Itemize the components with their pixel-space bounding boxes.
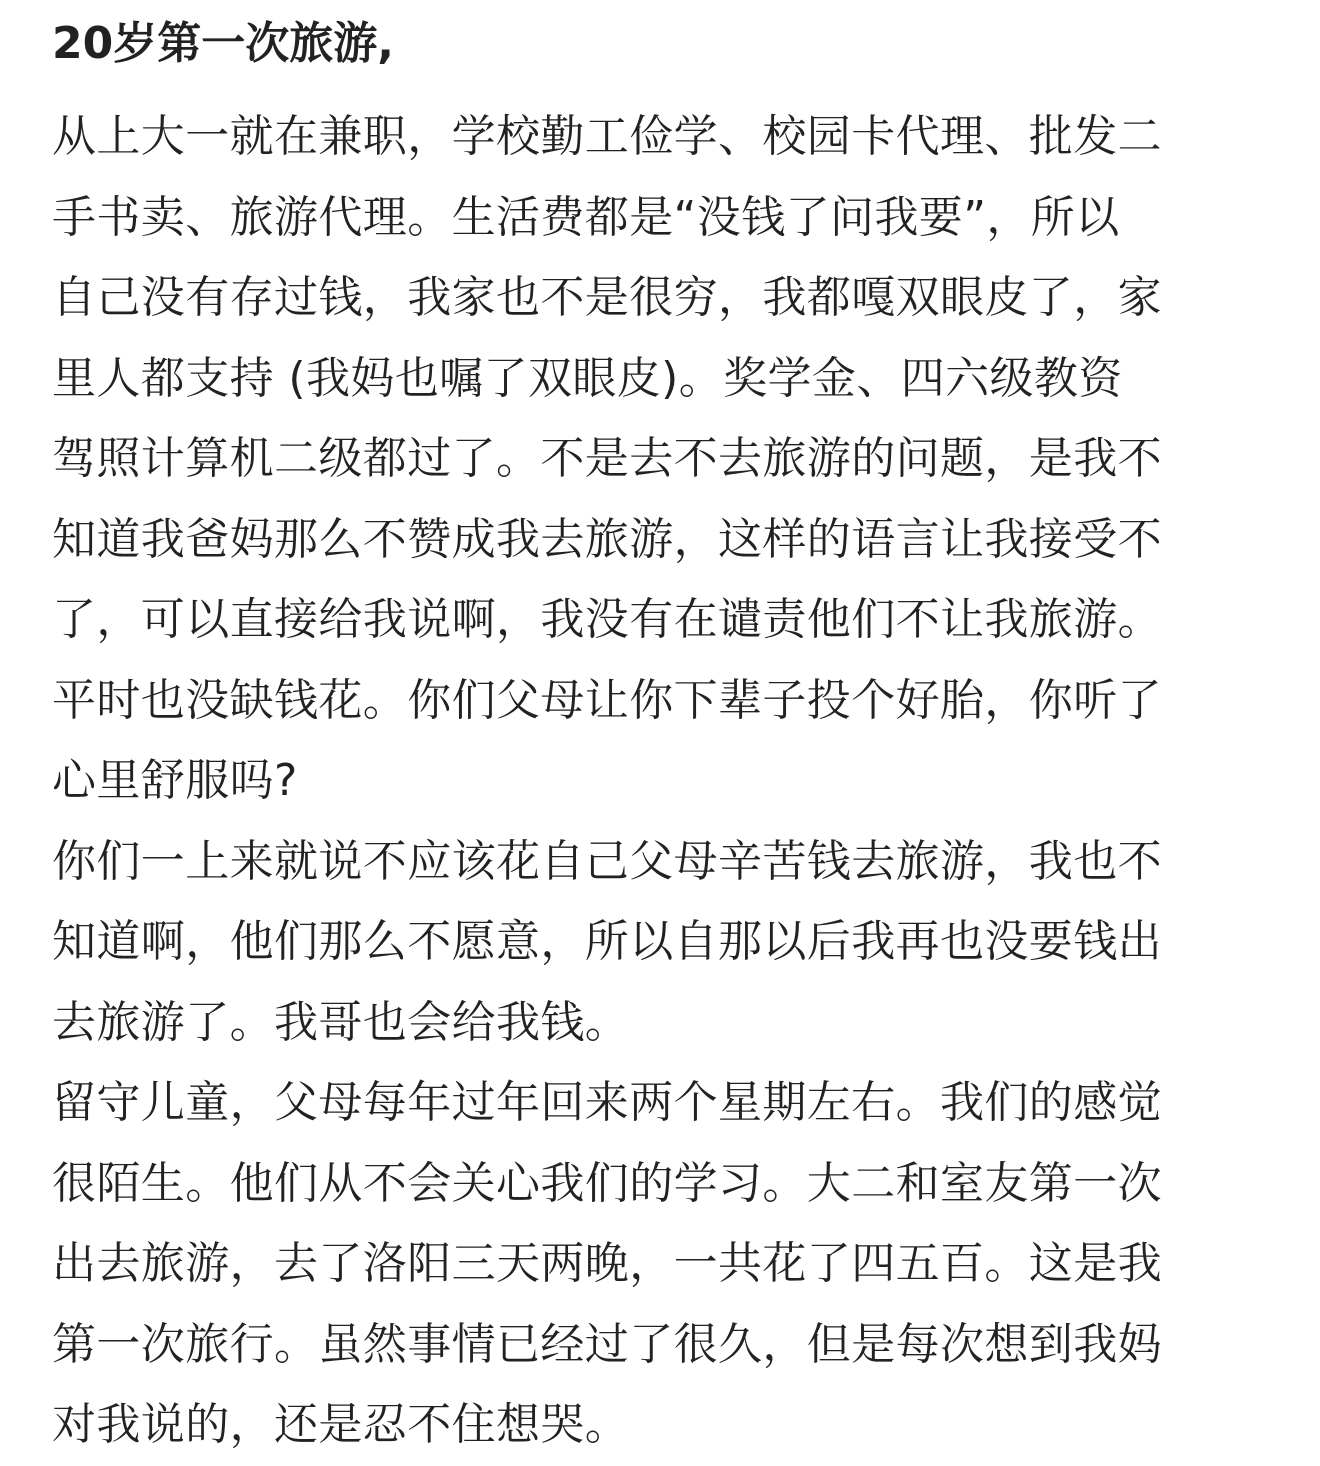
body-line: 手书卖、旅游代理。生活费都是“没钱了问我要”，所以 (52, 191, 1120, 243)
body-line: 留守儿童，父母每年过年回来两个星期左右。我们的感觉 (52, 1077, 1162, 1128)
body-line: 对我说的，还是忍不住想哭。 (52, 1399, 630, 1450)
body-line: 你们一上来就说不应该花自己父母辛苦钱去旅游，我也不 (52, 835, 1162, 887)
body-line: 知道啊，他们那么不愿意，所以自那以后我再也没要钱出 (52, 916, 1162, 967)
body-line: 了，可以直接给我说啊，我没有在谴责他们不让我旅游。 (52, 594, 1162, 645)
body-line: 自己没有存过钱，我家也不是很穷，我都嘎双眼皮了，家 (52, 272, 1162, 323)
post-body (52, 97, 1292, 1466)
body-line: 第一次旅行。虽然事情已经过了很久，但是每次想到我妈 (52, 1318, 1162, 1370)
body-line: 知道我爸妈那么不赞成我去旅游，这样的语言让我接受不 (52, 513, 1162, 565)
body-line: 平时也没缺钱花。你们父母让你下辈子投个好胎，你听了 (52, 674, 1162, 726)
body-line: 心里舒服吗? (52, 755, 298, 806)
body-line: 里人都支持 (我妈也嘱了双眼皮)。奖学金、四六级教资 (52, 352, 1123, 404)
body-line: 从上大一就在兼职，学校勤工俭学、校园卡代理、批发二 (52, 111, 1162, 162)
body-line: 驾照计算机二级都过了。不是去不去旅游的问题，是我不 (52, 433, 1162, 484)
body-line: 很陌生。他们从不会关心我们的学习。大二和室友第一次 (52, 1157, 1162, 1209)
body-line: 出去旅游，去了洛阳三天两晚，一共花了四五百。这是我 (52, 1238, 1162, 1289)
post-title: 20岁第一次旅游, (52, 18, 394, 69)
body-line: 去旅游了。我哥也会给我钱。 (52, 996, 630, 1048)
